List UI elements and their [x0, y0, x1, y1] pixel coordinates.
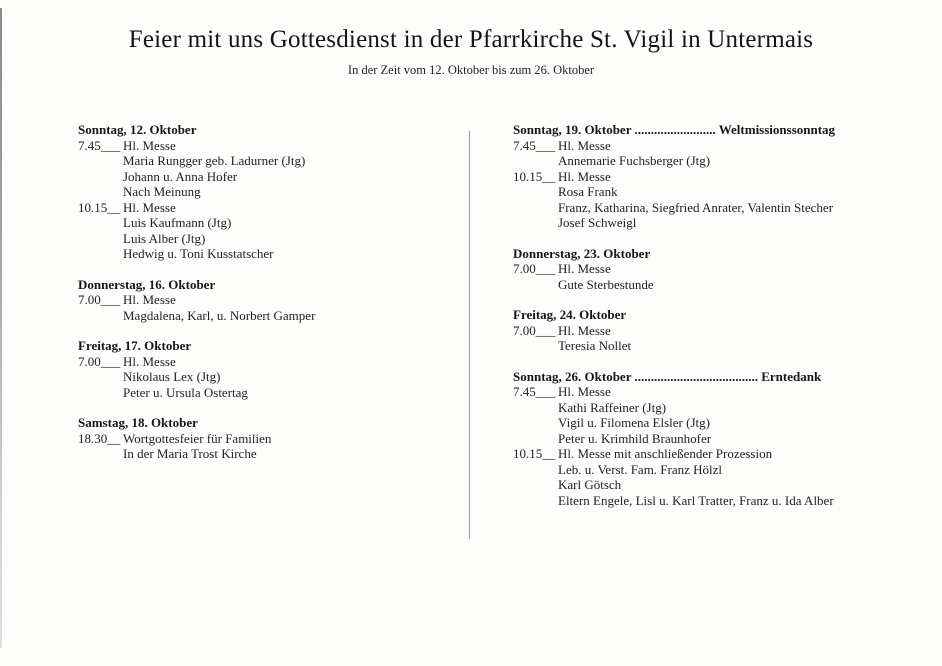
column-divider-line — [469, 131, 470, 539]
intention-line: Nikolaus Lex (Jtg) — [123, 369, 221, 384]
service-time: 7.45___ — [78, 137, 121, 153]
service-time: 7.45___ — [513, 137, 556, 153]
intention-line: Magdalena, Karl, u. Norbert Gamper — [123, 307, 316, 323]
service-event: Hl. Messe — [123, 353, 176, 369]
service-entry — [513, 169, 885, 231]
intention-line: In der Maria Trost Kirche — [123, 446, 257, 461]
intention-line: Franz, Katharina, Siegfried Anrater, Valentin Stecher — [558, 199, 834, 215]
intention-line: Eltern Engele, Lisl u. Karl Tratter, Franz u. Ida Alber — [558, 492, 834, 508]
day-block — [78, 277, 460, 324]
intention-line: Kathi Raffeiner (Jtg) — [558, 399, 667, 415]
service-time-line — [78, 354, 460, 370]
day-heading: Donnerstag, 16. Oktober — [78, 276, 216, 292]
service-time-line — [78, 292, 460, 308]
schedule-column-left — [78, 122, 460, 462]
service-time: 7.45___ — [513, 384, 556, 399]
service-entry — [78, 200, 460, 262]
intention-line: Gute Sterbestunde — [558, 276, 654, 292]
service-event: Hl. Messe — [558, 137, 611, 153]
page-header — [0, 0, 942, 78]
intention-line: Nach Meinung — [123, 184, 201, 199]
intention-line: Maria Rungger geb. Ladurner (Jtg) — [123, 153, 306, 168]
service-time-line — [78, 431, 460, 447]
service-event: Hl. Messe mit anschließender Prozession — [558, 446, 773, 461]
service-event: Hl. Messe — [558, 322, 611, 338]
service-entry — [513, 261, 885, 292]
day-block — [78, 122, 460, 262]
day-heading: Sonntag, 26. Oktober ...................................... Erntedank — [513, 368, 822, 384]
service-entry — [513, 384, 885, 446]
service-time: 10.15__ — [78, 199, 121, 215]
service-event: Hl. Messe — [558, 384, 611, 399]
service-entry — [513, 446, 885, 508]
intention-line: Karl Götsch — [558, 477, 622, 492]
service-time: 10.15__ — [513, 168, 556, 184]
day-block — [513, 122, 885, 231]
day-block — [78, 415, 460, 462]
intention-line: Rosa Frank — [558, 184, 618, 199]
service-entry — [513, 323, 885, 354]
service-time-line — [513, 138, 885, 154]
service-time: 7.00___ — [513, 322, 556, 338]
day-block — [78, 338, 460, 400]
intention-line: Luis Alber (Jtg) — [123, 230, 206, 246]
day-block — [513, 307, 885, 354]
service-event: Wortgottesfeier für Familien — [123, 430, 272, 446]
service-time-line — [78, 138, 460, 154]
service-entry — [78, 431, 460, 462]
day-block — [513, 246, 885, 293]
day-heading: Freitag, 17. Oktober — [78, 338, 192, 353]
service-entry — [513, 138, 885, 169]
day-heading: Samstag, 18. Oktober — [78, 415, 198, 430]
service-time: 10.15__ — [513, 446, 556, 461]
service-event: Hl. Messe — [123, 199, 176, 215]
intention-line: Leb. u. Verst. Fam. Franz Hölzl — [558, 461, 723, 477]
page-title: Feier mit uns Gottesdienst in der Pfarrkirche St. Vigil in Untermais — [128, 26, 814, 53]
service-time: 7.00___ — [78, 353, 121, 369]
intention-line: Johann u. Anna Hofer — [123, 168, 238, 184]
schedule-column-right — [513, 122, 885, 508]
day-block — [513, 369, 885, 509]
scan-edge-artifact — [0, 8, 2, 648]
service-entry — [78, 292, 460, 323]
service-time-line — [513, 323, 885, 339]
service-event: Hl. Messe — [558, 168, 611, 184]
service-time-line — [513, 169, 885, 185]
service-time: 7.00___ — [78, 292, 121, 307]
intention-line: Vigil u. Filomena Elsler (Jtg) — [558, 415, 710, 430]
service-entry — [78, 138, 460, 200]
day-heading: Freitag, 24. Oktober — [513, 307, 627, 322]
service-time: 7.00___ — [513, 261, 556, 276]
intention-line: Peter u. Krimhild Braunhofer — [558, 430, 712, 446]
service-event: Hl. Messe — [123, 137, 176, 153]
intention-line: Luis Kaufmann (Jtg) — [123, 215, 232, 230]
service-event: Hl. Messe — [558, 261, 611, 276]
service-time: 18.30__ — [78, 430, 121, 446]
service-time-line — [513, 446, 885, 462]
service-event: Hl. Messe — [123, 292, 176, 307]
service-time-line — [513, 384, 885, 400]
intention-line: Annemarie Fuchsberger (Jtg) — [558, 153, 711, 168]
intention-line: Peter u. Ursula Ostertag — [123, 384, 248, 400]
intention-line: Hedwig u. Toni Kusstatscher — [123, 246, 274, 261]
service-time-line — [513, 261, 885, 277]
page-subtitle: In der Zeit vom 12. Oktober bis zum 26. Oktober — [347, 63, 595, 77]
day-heading: Sonntag, 19. Oktober ......................... Weltmissionssonntag — [513, 122, 836, 137]
intention-line: Josef Schweigl — [558, 215, 637, 230]
intention-line: Teresia Nollet — [558, 338, 632, 353]
service-time-line — [78, 200, 460, 216]
day-heading: Donnerstag, 23. Oktober — [513, 245, 651, 261]
service-entry — [78, 354, 460, 401]
day-heading: Sonntag, 12. Oktober — [78, 122, 197, 137]
